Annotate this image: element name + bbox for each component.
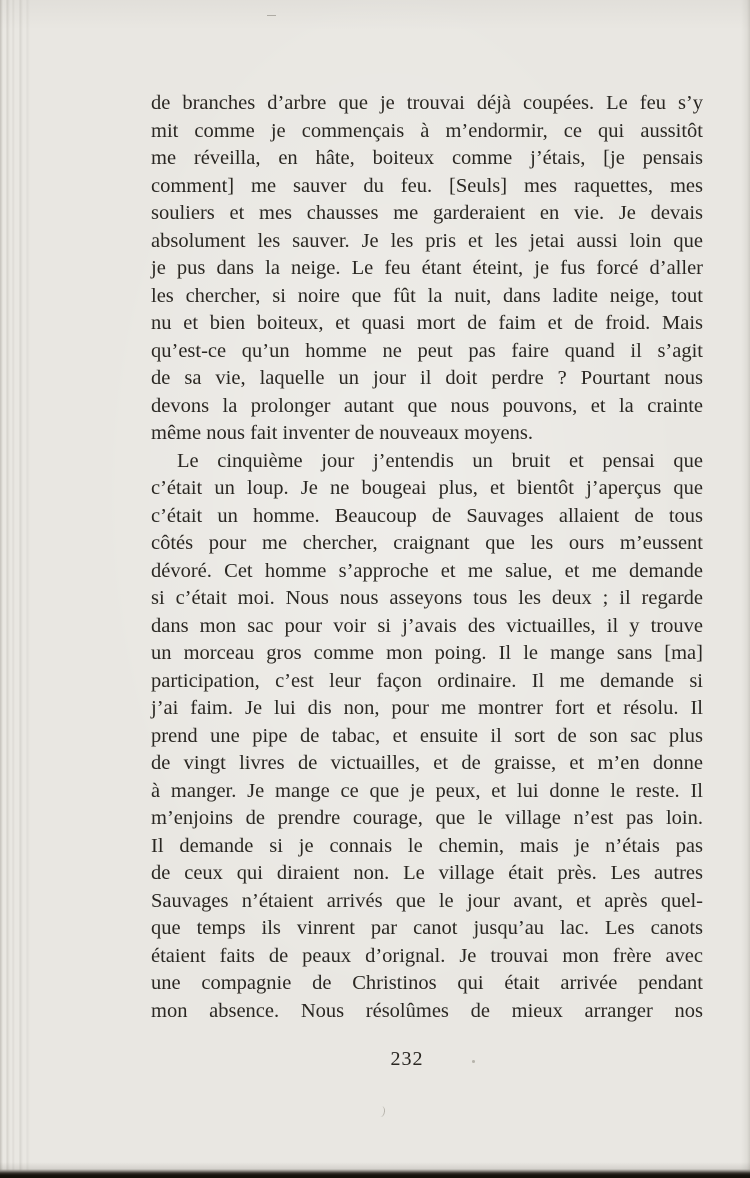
- text-line: participation, c’est leur façon ordinaire. Il me demande si: [151, 669, 703, 692]
- text-line: absolument les sauver. Je les pris et les jetai aussi loin que: [151, 229, 703, 252]
- text-line: Il demande si je connais le chemin, mais je n’étais pas: [151, 834, 703, 857]
- body-text: [151, 90, 703, 1025]
- paper-speck: [376, 1105, 385, 1117]
- text-line: que temps ils vinrent par canot jusqu’au lac. Les canots: [151, 917, 703, 939]
- text-line: prend une pipe de tabac, et ensuite il sort de son sac plus: [151, 724, 703, 747]
- text-line: côtés pour me chercher, craignant que les ours m’eussent: [151, 532, 703, 554]
- text-line: de ceux qui diraient non. Le village était près. Les autres: [151, 862, 703, 884]
- text-line: souliers et mes chausses me garderaient en vie. Je devais: [151, 202, 703, 224]
- text-line: me réveilla, en hâte, boiteux comme j’étais, [je pensais: [151, 147, 703, 169]
- text-line: j’ai faim. Je lui dis non, pour me montrer fort et résolu. Il: [151, 697, 703, 719]
- text-line: étaient faits de peaux d’orignal. Je trouvai mon frère avec: [151, 944, 703, 967]
- text-line: à manger. Je mange ce que je peux, et lui donne le reste. Il: [151, 779, 703, 802]
- scan-right-edge: [741, 0, 750, 1178]
- paper-speck: [472, 1060, 475, 1063]
- text-line: de vingt livres de victuailles, et de graisse, et m’en donne: [151, 752, 703, 774]
- text-line: Sauvages n’étaient arrivés que le jour avant, et après quel-: [151, 889, 703, 912]
- text-line: Le cinquième jour j’entendis un bruit et pensai que: [177, 449, 703, 472]
- text-line: mon absence. Nous résolûmes de mieux arranger nos: [151, 999, 703, 1022]
- text-line: un morceau gros comme mon poing. Il le mange sans [ma]: [151, 642, 703, 664]
- text-line: nu et bien boiteux, et quasi mort de faim et de froid. Mais: [151, 312, 703, 334]
- text-line: je pus dans la neige. Le feu étant éteint, je fus forcé d’aller: [151, 257, 703, 279]
- text-line: une compagnie de Christinos qui était arrivée pendant: [151, 972, 703, 994]
- scan-bottom-edge: [0, 1162, 750, 1178]
- text-line: c’était un homme. Beaucoup de Sauvages allaient de tous: [151, 504, 703, 527]
- text-line: qu’est-ce qu’un homme ne peut pas faire quand il s’agit: [151, 339, 703, 362]
- page-edge-lines: [0, 0, 32, 1178]
- text-line: comment] me sauver du feu. [Seuls] mes raquettes, mes: [151, 174, 703, 197]
- text-line: de branches d’arbre que je trouvai déjà coupées. Le feu s’y: [151, 92, 703, 114]
- text-line: les chercher, si noire que fût la nuit, dans ladite neige, tout: [151, 284, 703, 307]
- page-number: 232: [390, 1048, 424, 1070]
- text-line: si c’était moi. Nous nous asseyons tous les deux ; il regarde: [151, 587, 703, 609]
- text-line: mit comme je commençais à m’endormir, ce qui aussitôt: [151, 119, 703, 142]
- text-line: dévoré. Cet homme s’approche et me salue, et me demande: [151, 559, 703, 582]
- text-line: de sa vie, laquelle un jour il doit perdre ? Pourtant nous: [151, 367, 703, 389]
- paper-speck: [267, 15, 276, 16]
- text-line: c’était un loup. Je ne bougeai plus, et bientôt j’aperçus que: [151, 477, 703, 499]
- text-line: devons la prolonger autant que nous pouvons, et la crainte: [151, 394, 703, 417]
- text-line: dans mon sac pour voir si j’avais des victuailles, il y trouve: [151, 614, 703, 637]
- text-line: m’enjoins de prendre courage, que le village n’est pas loin.: [151, 807, 703, 829]
- text-line: même nous fait inventer de nouveaux moyens.: [151, 422, 533, 444]
